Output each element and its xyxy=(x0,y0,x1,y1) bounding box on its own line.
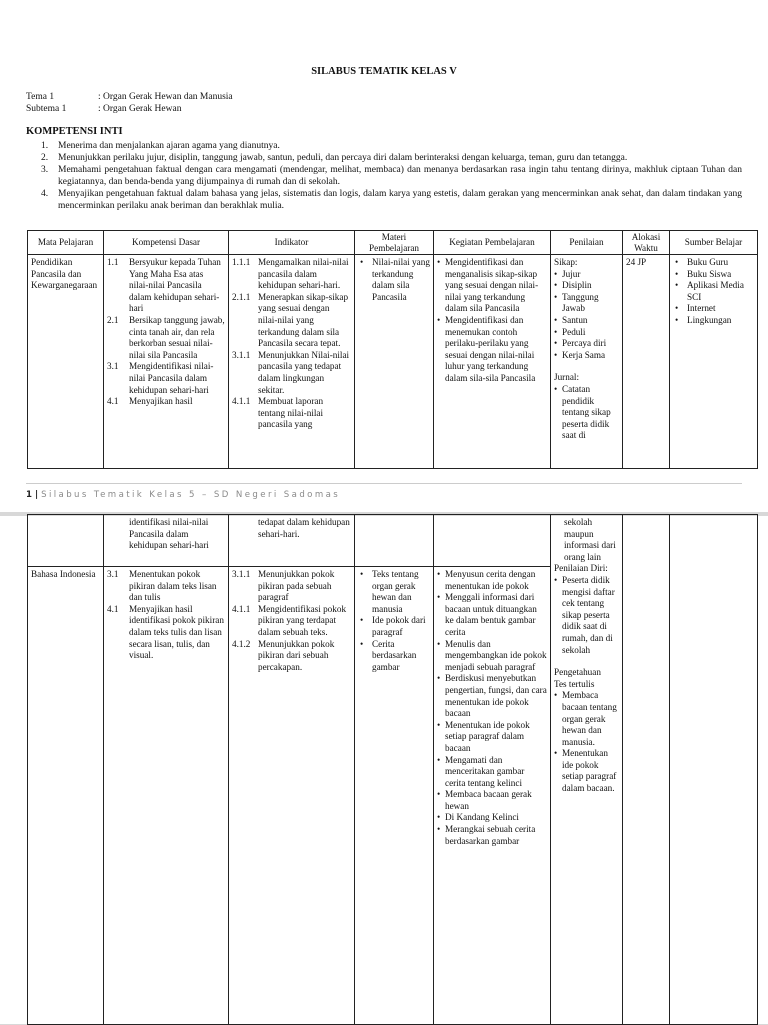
kegiatan-cell: • Mengidentifikasi dan menganalisis sikap-sikap yang sesuai dengan nilai-nilai yang terkandung dalam sila Pancasila • Mengidentifikasi dan menemukan contoh perilaku-perilaku yang sesuai dengan nilai-nilai luhur yang terkandung dalam sila-sila Pancasila xyxy=(434,255,551,469)
kompetensi-inti-heading: KOMPETENSI INTI xyxy=(26,126,123,137)
subtema-line xyxy=(26,104,181,114)
tema-line xyxy=(26,92,233,102)
table-header-row xyxy=(28,231,758,255)
page-footer: 1 | Silabus Tematik Kelas 5 – SD Negeri Sadomas xyxy=(26,490,341,500)
kompetensi-item: 2. Menunjukkan perilaku jujur, disiplin, tanggung jawab, santun, peduli, dan percaya diri dalam berinteraksi dengan keluarga, teman, guru dan tetangga. xyxy=(41,153,628,163)
silabus-table xyxy=(27,230,758,469)
kompetensi-item: 4. Menyajikan pengetahuan faktual dalam bahasa yang jelas, sistematis dan logis, dalam karya yang estetis, dalam gerakan yang mencerminkan anak sehat, dan dalam tindakan yang mencerminkan perilaku anak beriman dan berakhlak mulia. xyxy=(41,189,742,211)
header-kegiatan: Kegiatan Pembelajaran xyxy=(434,231,551,255)
header-kd: Kompetensi Dasar xyxy=(104,231,229,255)
subtema-key: Subtema 1 xyxy=(26,104,67,114)
footer-divider xyxy=(26,483,742,484)
indikator-cell: 1.1.1 Mengamalkan nilai-nilai pancasila dalam kehidupan sehari-hari. 2.1.1 Menerapkan sikap-sikap yang sesuai dengan nilai-nilai yang terkandung dalam sila Pancasila secara tepat. 3.1.1 Menunjukkan Nilai-nilai pancasila yang tedapat dalam lingkungan sekitar. 4.1.1 Membuat laporan tentang nilai-nilai pancasila yang xyxy=(229,255,355,469)
kd-cell: 1.1 Bersyukur kepada Tuhan Yang Maha Esa atas nilai-nilai Pancasila dalam kehidupan sehari-hari 2.1 Bersikap tanggung jawab, cinta tanah air, dan rela berkorban sesuai nilai-nilai sila Pancasila 3.1 Mengidentifikasi nilai-nilai Pancasila dalam kehidupan sehari-hari 4.1 Menyajikan hasil xyxy=(104,255,229,469)
mapel-cell: Bahasa Indonesia xyxy=(28,567,104,1025)
subtema-value: : Organ Gerak Hewan xyxy=(98,104,182,114)
header-sumber: Sumber Belajar xyxy=(670,231,758,255)
tema-value: : Organ Gerak Hewan dan Manusia xyxy=(98,92,233,102)
table-row xyxy=(28,255,758,469)
header-penilaian: Penilaian xyxy=(551,231,623,255)
materi-cell: • Teks tentang organ gerak hewan dan manusia • Ide pokok dari paragraf • Cerita berdasarkan gambar xyxy=(355,567,434,1025)
materi-cell: • Nilai-nilai yang terkandung dalam sila Pancasila xyxy=(355,255,434,469)
document-page-2 xyxy=(0,516,768,1024)
tema-key: Tema 1 xyxy=(26,92,55,102)
penilaian-cell-continued: sekolah maupun informasi dari orang lain Penilaian Diri: • Peserta didik mengisi daftar cek tentang sikap peserta didik saat di rumah, dan di sekolah Pengetahuan Tes tertulis • Membaca bacaan tentang organ gerak hewan dan manusia. • Menentukan ide pokok setiap paragraf dalam bacaan. xyxy=(551,515,623,1025)
indikator-cell: 3.1.1 Menunjukkan pokok pikiran pada sebuah paragraf 4.1.1 Mengidentifikasi pokok pikiran yang terdapat dalam sebuah teks. 4.1.2 Menunjukkan pokok pikiran dari sebuah percakapan. xyxy=(229,567,355,1025)
penilaian-cell: Sikap: • Jujur • Disiplin • Tanggung Jawab • Santun • Peduli • Percaya diri • Kerja Sama Jurnal: • Catatan pendidik tentang sikap peserta didik saat di xyxy=(551,255,623,469)
header-indikator: Indikator xyxy=(229,231,355,255)
kd-cell: 3.1 Menentukan pokok pikiran dalam teks lisan dan tulis 4.1 Menyajikan hasil identifikasi pokok pikiran dalam teks tulis dan lisan secara lisan, tulis, dan visual. xyxy=(104,567,229,1025)
silabus-table-continued xyxy=(27,514,758,1025)
sumber-cell: • Buku Guru • Buku Siswa • Aplikasi Media SCI • Internet • Lingkungan xyxy=(670,255,758,469)
kd-cell-continued: identifikasi nilai-nilai Pancasila dalam kehidupan sehari-hari xyxy=(104,515,229,567)
header-mapel: Mata Pelajaran xyxy=(28,231,104,255)
indikator-cell-continued: tedapat dalam kehidupan sehari-hari. xyxy=(229,515,355,567)
document-title: SILABUS TEMATIK KELAS V xyxy=(311,66,457,77)
alokasi-cell: 24 JP xyxy=(623,255,670,469)
header-materi: Materi Pembelajaran xyxy=(355,231,434,255)
kegiatan-cell: • Menyusun cerita dengan menentukan ide pokok • Menggali informasi dari bacaan untuk dituangkan ke dalam bentuk gambar cerita • Menulis dan mengembangkan ide pokok menjadi sebuah paragraf • Berdiskusi menyebutkan pengertian, fungsi, dan cara menentukan ide pokok bacaan • Menentukan ide pokok setiap paragraf dalam bacaan • Mengamati dan menceritakan gambar cerita tentang kelinci • Membaca bacaan gerak hewan • Di Kandang Kelinci • Merangkai sebuah cerita berdasarkan gambar xyxy=(434,567,551,1025)
kompetensi-inti-list xyxy=(26,140,742,212)
kompetensi-item: 1. Menerima dan menjalankan ajaran agama yang dianutnya. xyxy=(41,141,280,151)
mapel-cell: Pendidikan Pancasila dan Kewarganegaraan xyxy=(28,255,104,469)
header-alokasi: Alokasi Waktu xyxy=(623,231,670,255)
table-row-continued xyxy=(28,515,758,567)
kompetensi-item: 3. Memahami pengetahuan faktual dengan cara mengamati (mendengar, melihat, membaca) dan menanya berdasarkan rasa ingin tahu tentang dirinya, makhluk ciptaan Tuhan dan kegiatannya, dan benda-benda yang dijumpainya di rumah dan di sekolah. xyxy=(41,165,742,187)
document-page-1 xyxy=(0,0,768,512)
